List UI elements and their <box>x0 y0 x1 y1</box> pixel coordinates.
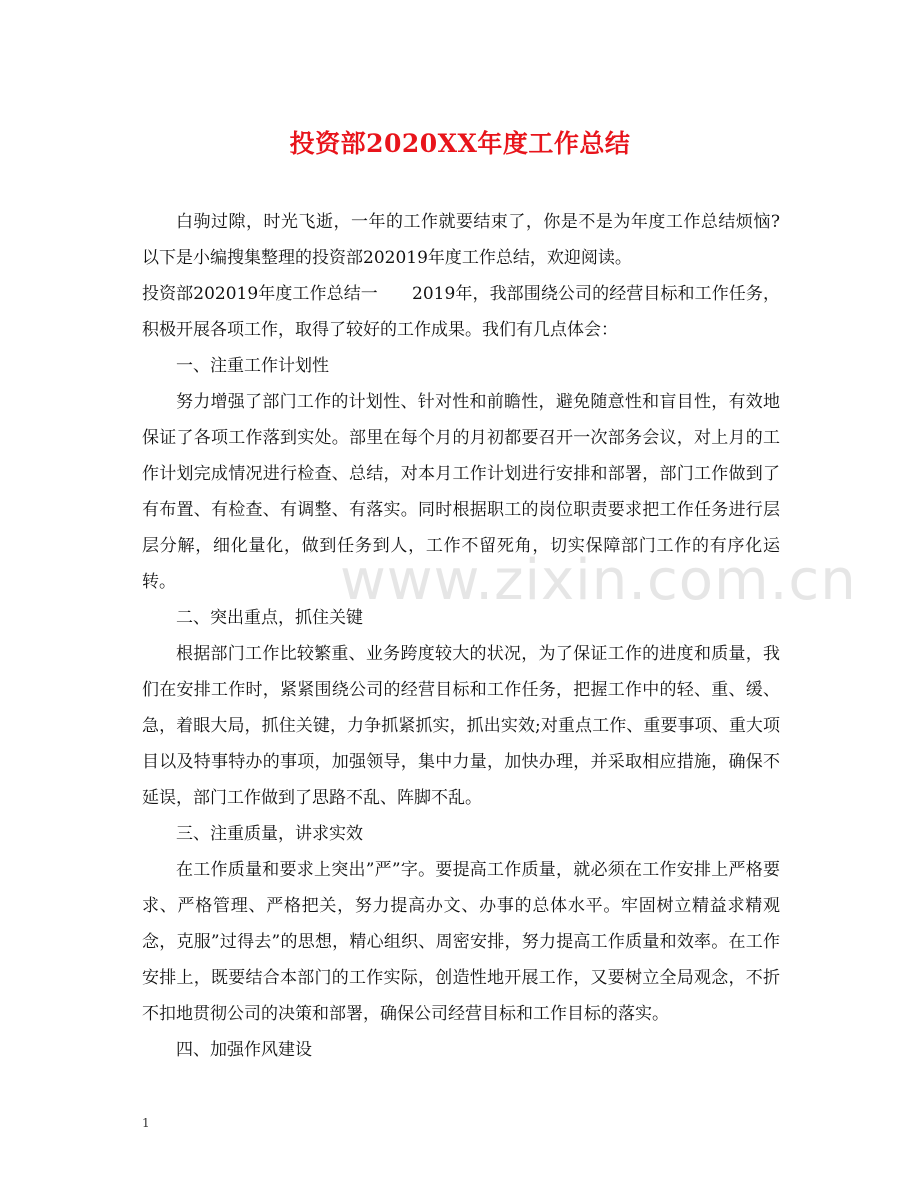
paragraph: 三、注重质量，讲求实效 <box>176 824 363 844</box>
paragraph: 一、注重工作计划性 <box>176 356 329 376</box>
paragraph: 白驹过隙，时光飞逝，一年的工作就要结束了，你是不是为年度工作总结烦恼?以下是小编搜集整理的投资部202019年度工作总结，欢迎阅读。 <box>142 212 780 268</box>
paragraph: 投资部202019年度工作总结一 2019年，我部围绕公司的经营目标和工作任务，积极开展各项工作，取得了较好的工作成果。我们有几点体会： <box>142 284 780 340</box>
paragraph: 在工作质量和要求上突出”严”字。要提高工作质量，就必须在工作安排上严格要求、严格管理、严格把关，努力提高办文、办事的总体水平。牢固树立精益求精观念，克服”过得去”的思想，精心组织、周密安排，努力提高工作质量和效率。在工作安排上，既要结合本部门的工作实际，创造性地开展工作，又要树立全局观念，不折不扣地贯彻公司的决策和部署，确保公司经营目标和工作目标的落实。 <box>142 860 780 1024</box>
paragraph: 四、加强作风建设 <box>176 1040 312 1060</box>
page-title: 投资部2020XX年度工作总结 <box>289 129 631 158</box>
page-number: 1 <box>142 1116 150 1130</box>
paragraph: 根据部门工作比较繁重、业务跨度较大的状况，为了保证工作的进度和质量，我们在安排工作时，紧紧围绕公司的经营目标和工作任务，把握工作中的轻、重、缓、急，着眼大局，抓住关键，力争抓紧抓实，抓出实效;对重点工作、重要事项、重大项目以及特事特办的事项，加强领导，集中力量，加快办理，并采取相应措施，确保不延误，部门工作做到了思路不乱、阵脚不乱。 <box>142 644 780 808</box>
paragraph: 二、突出重点，抓住关键 <box>176 608 363 628</box>
document-body <box>142 204 780 1068</box>
watermark: www.zixin.com.cn <box>340 548 857 613</box>
paragraph: 努力增强了部门工作的计划性、针对性和前瞻性，避免随意性和盲目性，有效地保证了各项工作落到实处。部里在每个月的月初都要召开一次部务会议，对上月的工作计划完成情况进行检查、总结，对本月工作计划进行安排和部署，部门工作做到了有布置、有检查、有调整、有落实。同时根据职工的岗位职责要求把工作任务进行层层分解，细化量化，做到任务到人，工作不留死角，切实保障部门工作的有序化运转。 <box>142 392 780 592</box>
